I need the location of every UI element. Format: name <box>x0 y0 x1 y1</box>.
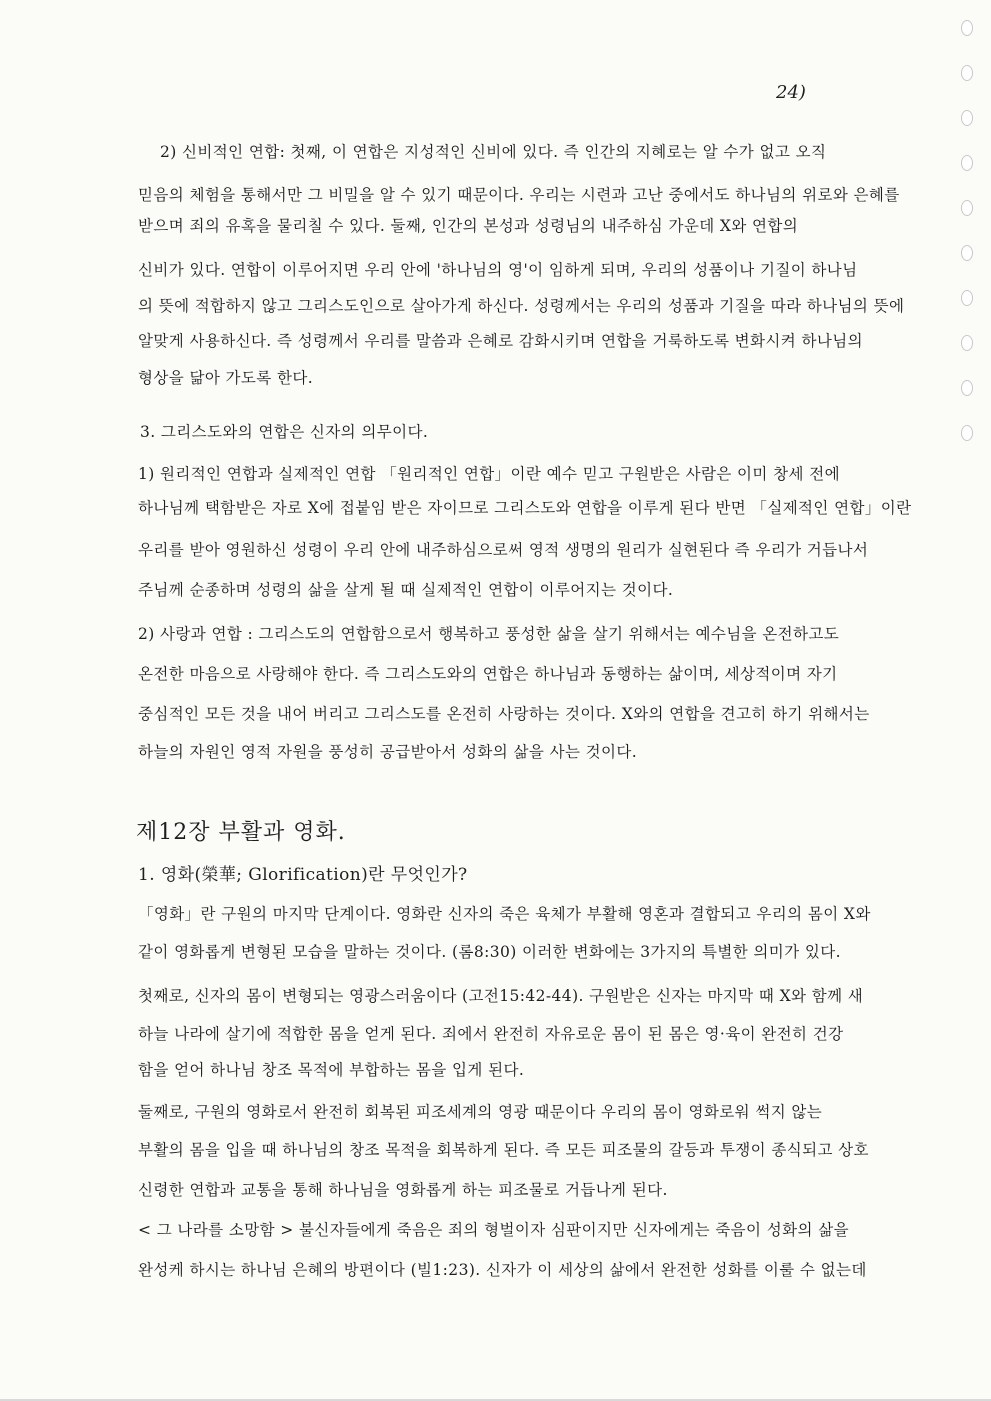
text-line: 하나님께 택함받은 자로 X에 접붙임 받은 자이므로 그리스도와 연합을 이루게 된다 반면 「실제적인 연합」이란 <box>138 499 912 517</box>
binder-hole-icon <box>961 20 973 36</box>
text-line: 완성케 하시는 하나님 은혜의 방편이다 (빌1:23). 신자가 이 세상의 삶에서 완전한 성화를 이룰 수 없는데 <box>138 1261 867 1279</box>
subsection-heading: 1. 영화(榮華; Glorification)란 무엇인가? <box>138 865 468 885</box>
text-line: 형상을 닮아 가도록 한다. <box>138 369 314 387</box>
text-line: 같이 영화롭게 변형된 모습을 말하는 것이다. (롬8:30) 이러한 변화에는 3가지의 특별한 의미가 있다. <box>138 943 841 961</box>
page-number: 24) <box>776 82 806 103</box>
text-line: 둘째로, 구원의 영화로서 완전히 회복된 피조세계의 영광 때문이다 우리의 몸이 영화로워 썩지 않는 <box>138 1103 823 1121</box>
text-line: < 그 나라를 소망함 > 불신자들에게 죽음은 죄의 형벌이자 심판이지만 신자에게는 죽음이 성화의 삶을 <box>138 1221 849 1239</box>
text-line: 온전한 마음으로 사랑해야 한다. 즉 그리스도와의 연합은 하나님과 동행하는 삶이며, 세상적이며 자기 <box>138 665 838 683</box>
chapter-heading: 제12장 부활과 영화. <box>136 820 346 845</box>
text-line: 부활의 몸을 입을 때 하나님의 창조 목적을 회복하게 된다. 즉 모든 피조물의 갈등과 투쟁이 종식되고 상호 <box>138 1141 869 1159</box>
text-line: 중심적인 모든 것을 내어 버리고 그리스도를 온전히 사랑하는 것이다. X와의 연합을 견고히 하기 위해서는 <box>138 705 870 723</box>
text-line: 2) 사랑과 연합 : 그리스도의 연합함으로서 행복하고 풍성한 삶을 살기 위해서는 예수님을 온전하고도 <box>138 625 840 643</box>
binder-hole-column <box>961 20 975 470</box>
text-line: 2) 신비적인 연합: 첫째, 이 연합은 지성적인 신비에 있다. 즉 인간의 지혜로는 알 수가 없고 오직 <box>160 143 827 161</box>
binder-hole-icon <box>961 380 973 396</box>
text-line: 주님께 순종하며 성령의 삶을 살게 될 때 실제적인 연합이 이루어지는 것이다. <box>138 581 674 599</box>
binder-hole-icon <box>961 425 973 441</box>
binder-hole-icon <box>961 335 973 351</box>
text-line: 하늘 나라에 살기에 적합한 몸을 얻게 된다. 죄에서 완전히 자유로운 몸이 된 몸은 영·육이 완전히 건강 <box>138 1025 844 1043</box>
text-line: 1) 원리적인 연합과 실제적인 연합 「원리적인 연합」이란 예수 믿고 구원받은 사람은 이미 창세 전에 <box>138 465 840 483</box>
text-line: 우리를 받아 영원하신 성령이 우리 안에 내주하심으로써 영적 생명의 원리가 실현된다 즉 우리가 거듭나서 <box>138 541 869 559</box>
text-line: 알맞게 사용하신다. 즉 성령께서 우리를 말씀과 은혜로 감화시키며 연합을 거룩하도록 변화시켜 하나님의 <box>138 332 863 350</box>
text-line: 「영화」란 구원의 마지막 단계이다. 영화란 신자의 죽은 육체가 부활해 영혼과 결합되고 우리의 몸이 X와 <box>138 905 871 923</box>
text-line: 의 뜻에 적합하지 않고 그리스도인으로 살아가게 하신다. 성령께서는 우리의 성품과 기질을 따라 하나님의 뜻에 <box>138 297 905 315</box>
text-line: 첫째로, 신자의 몸이 변형되는 영광스러움이다 (고전15:42-44). 구원받은 신자는 마지막 때 X와 함께 새 <box>138 987 864 1005</box>
binder-hole-icon <box>961 200 973 216</box>
text-line: 신령한 연합과 교통을 통해 하나님을 영화롭게 하는 피조물로 거듭나게 된다. <box>138 1181 668 1199</box>
binder-hole-icon <box>961 155 973 171</box>
section-heading: 3. 그리스도와의 연합은 신자의 의무이다. <box>140 423 429 441</box>
binder-hole-icon <box>961 65 973 81</box>
text-line: 받으며 죄의 유혹을 물리칠 수 있다. 둘째, 인간의 본성과 성령님의 내주하심 가운데 X와 연합의 <box>138 217 799 235</box>
binder-hole-icon <box>961 245 973 261</box>
text-line: 믿음의 체험을 통해서만 그 비밀을 알 수 있기 때문이다. 우리는 시련과 고난 중에서도 하나님의 위로와 은혜를 <box>138 186 900 204</box>
text-line: 함을 얻어 하나님 창조 목적에 부합하는 몸을 입게 된다. <box>138 1061 525 1079</box>
text-line: 하늘의 자원인 영적 자원을 풍성히 공급받아서 성화의 삶을 사는 것이다. <box>138 743 638 761</box>
binder-hole-icon <box>961 110 973 126</box>
binder-hole-icon <box>961 290 973 306</box>
text-line: 신비가 있다. 연합이 이루어지면 우리 안에 '하나님의 영'이 임하게 되며, 우리의 성품이나 기질이 하나님 <box>138 261 858 279</box>
